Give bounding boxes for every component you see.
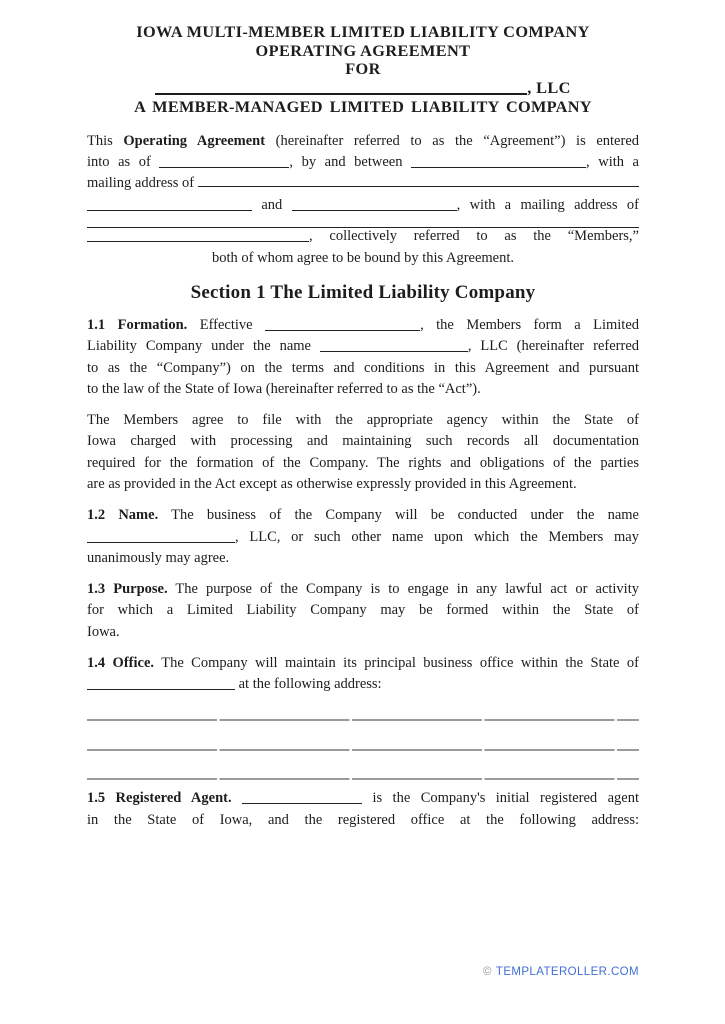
clause-1-1-formation <box>87 315 639 401</box>
text-run: for which a Limited Liability Company may be formed within the State of <box>87 602 639 619</box>
templateroller-link[interactable]: TEMPLATEROLLER.COM <box>495 966 639 978</box>
text-run: This <box>87 132 124 149</box>
bold-text-run: 1.4 Office. <box>87 654 155 671</box>
text-line <box>87 653 639 674</box>
text-run <box>232 790 242 806</box>
text-run: Iowa charged with processing and maintaining such records all documentation <box>87 433 639 450</box>
text-line <box>87 195 639 216</box>
text-run: , collectively referred to as the “Members,” <box>309 228 639 245</box>
text-run: to the law of the State of Iowa (hereinafter referred to as the “Act”). <box>87 381 481 398</box>
fill-in-blank <box>159 156 289 168</box>
text-line <box>87 548 639 569</box>
title-line-3: FOR <box>345 59 381 79</box>
title-line-2: OPERATING AGREEMENT <box>255 40 471 60</box>
text-run: are as provided in the Act except as otherwise expressly provided in this Agreement. <box>87 476 577 493</box>
document-subtitle: A MEMBER-MANAGED LIMITED LIABILITY COMPANY <box>134 96 592 116</box>
copyright-symbol: © <box>483 966 492 978</box>
text-line <box>87 152 639 173</box>
clause-1-3-purpose <box>87 579 639 643</box>
address-blank-line <box>87 749 639 751</box>
fill-in-blank <box>411 156 586 168</box>
text-line <box>87 315 639 336</box>
text-run: , by and between <box>289 153 412 170</box>
fill-in-blank <box>87 531 235 543</box>
bold-text-run: 1.1 Formation. <box>87 316 188 333</box>
bold-text-run: 1.3 Purpose. <box>87 580 168 597</box>
fill-in-blank <box>87 678 235 690</box>
text-run: and <box>252 196 292 213</box>
text-line <box>87 410 639 431</box>
document-title-block <box>87 23 639 117</box>
text-run: mailing address of <box>87 175 198 192</box>
text-run: The Company will maintain its principal business office within the State of <box>154 654 639 671</box>
text-line <box>87 474 639 495</box>
text-line <box>87 131 639 152</box>
clause-1-2-name <box>87 505 639 569</box>
text-run: Liability Company under the name <box>87 338 320 355</box>
text-line <box>87 226 639 247</box>
footer <box>483 966 639 978</box>
text-run: into as of <box>87 153 160 170</box>
text-run: , with a mailing address of <box>456 196 639 213</box>
section-1-heading: Section 1 The Limited Liability Company <box>190 281 536 303</box>
bold-text-run: Operating Agreement <box>123 132 266 149</box>
document-body <box>87 131 639 832</box>
text-run: , with a <box>586 153 639 170</box>
fill-in-blank <box>87 230 309 242</box>
text-line <box>87 248 639 269</box>
office-address-lines <box>87 719 639 780</box>
address-blank-line <box>87 778 639 780</box>
fill-in-blank <box>320 340 468 352</box>
text-line <box>87 810 639 831</box>
text-run: in the State of Iowa, and the registered office at the following address: <box>87 811 639 828</box>
text-line <box>87 173 639 194</box>
text-run: The business of the Company will be conducted under the name <box>158 507 639 524</box>
company-name-suffix: , LLC <box>527 78 571 98</box>
text-run: (hereinafter referred to as the “Agreement”) is entered <box>265 132 640 149</box>
text-line <box>87 579 639 600</box>
clause-formation-filing <box>87 410 639 496</box>
bold-text-run: 1.5 Registered Agent. <box>87 790 232 807</box>
text-run: at the following address: <box>235 676 382 693</box>
fill-in-blank <box>87 199 252 211</box>
text-line <box>87 336 639 357</box>
text-line <box>87 788 639 809</box>
fill-in-blank <box>242 792 362 804</box>
company-name-blank <box>155 81 527 95</box>
text-run: The purpose of the Company is to engage in any lawful act or activity <box>167 580 639 597</box>
company-name-line <box>87 79 639 98</box>
text-line <box>87 600 639 621</box>
text-run: unanimously may agree. <box>87 550 230 567</box>
text-run: Iowa. <box>87 623 120 640</box>
text-line <box>87 527 639 548</box>
text-line <box>87 431 639 452</box>
intro-paragraph <box>87 131 639 269</box>
text-line <box>87 505 639 526</box>
text-line <box>87 453 639 474</box>
fill-in-blank <box>265 319 420 331</box>
text-run: , LLC (hereinafter referred <box>467 338 639 355</box>
text-run: , LLC, or such other name upon which the Members may <box>235 528 639 545</box>
address-blank-line <box>87 719 639 721</box>
text-run: , the Members form a Limited <box>420 316 639 333</box>
text-run: both of whom agree to be bound by this Agreement. <box>211 249 515 266</box>
text-run: is the Company's initial registered agent <box>362 790 639 807</box>
text-line <box>87 379 639 400</box>
text-line <box>87 216 639 226</box>
text-run: to as the “Company”) on the terms and conditions in this Agreement and pursuant <box>87 359 639 376</box>
bold-text-run: 1.2 Name. <box>87 507 159 524</box>
text-line <box>87 622 639 643</box>
fill-in-blank <box>198 175 639 187</box>
text-run: required for the formation of the Company. The rights and obligations of the parties <box>87 454 639 471</box>
text-line <box>87 358 639 379</box>
text-line <box>87 674 639 695</box>
clause-1-5-registered-agent <box>87 788 639 831</box>
title-line-1: IOWA MULTI-MEMBER LIMITED LIABILITY COMPANY <box>136 22 590 41</box>
text-run: The Members agree to file with the appropriate agency within the State of <box>87 412 639 429</box>
fill-in-blank <box>292 199 457 211</box>
text-run: Effective <box>187 316 266 333</box>
clause-1-4-office <box>87 653 639 696</box>
